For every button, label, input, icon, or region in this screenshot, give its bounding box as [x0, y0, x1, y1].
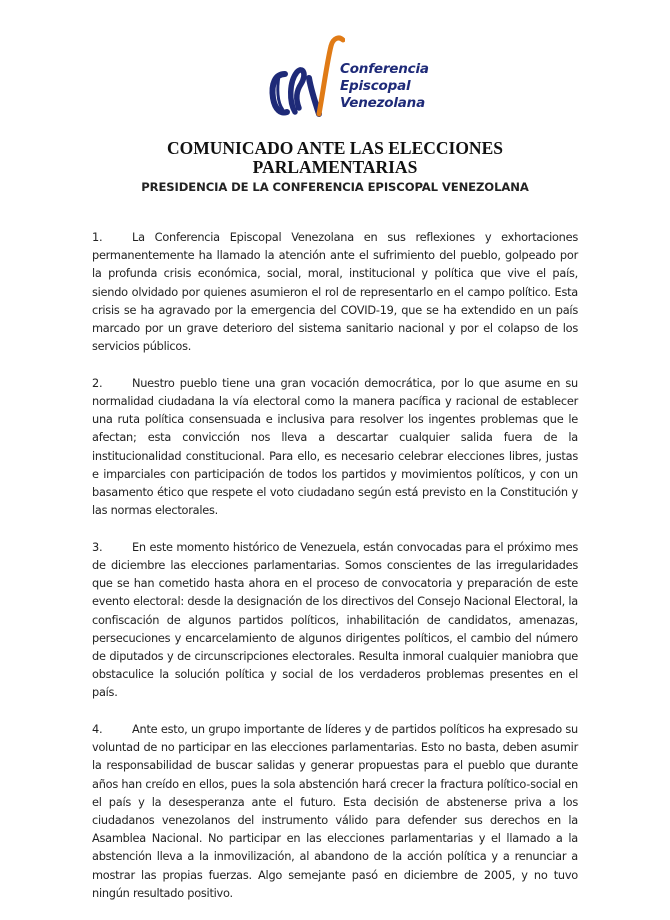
cev-logo-mark-icon — [265, 32, 345, 120]
paragraph-4 — [92, 720, 578, 902]
cev-logo — [265, 32, 435, 120]
logo-line-3: Venezolana — [340, 95, 425, 111]
logo-wordmark — [340, 61, 429, 112]
title-line-1: COMUNICADO ANTE LAS ELECCIONES — [167, 138, 503, 158]
document-body — [92, 228, 578, 920]
paragraph-number: 3. — [92, 539, 103, 554]
paragraph-text: La Conferencia Episcopal Venezolana en sus reflexiones y exhortaciones permanentemente ha llamado la atención ante el sufrimiento del pueblo, golpeado por la profunda crisis económica, social, moral, institucional y política que vive el país, siendo olvidado por quienes asumieron el rol de representarlo en el campo político. Esta crisis se ha agravado por la emergencia del COVID-19, que se ha extendido en un país marcado por un grave deterioro del sistema sanitario nacional y por el colapso de los servicios públicos. — [92, 230, 578, 354]
paragraph-number: 4. — [92, 722, 103, 737]
paragraph-text: Nuestro pueblo tiene una gran vocación democrática, por lo que asume en su normalidad ciudadana la vía electoral como la manera pacífica y racional de establecer una ruta política consensuada e inclusiva para resolver los ingentes problemas que le afectan; esta convicción nos lleva a descartar cualquier salida fuera de la institucionalidad constitucional. Para ello, es necesario celebrar elecciones libres, justas e imparciales con participación de todos los partidos y movimientos políticos, y con un basamento ético que respete el voto ciudadano según está previsto en la Constitución y las normas electorales. — [92, 375, 578, 518]
paragraph-2 — [92, 374, 578, 520]
title-line-2: PARLAMENTARIAS — [252, 157, 418, 177]
paragraph-3 — [92, 538, 578, 702]
paragraph-number: 1. — [92, 230, 103, 244]
paragraph-number: 2. — [92, 375, 103, 390]
logo-line-2: Episcopal — [340, 78, 411, 94]
paragraph-text: En este momento histórico de Venezuela, están convocadas para el próximo mes de diciembre las elecciones parlamentarias. Somos conscientes de las irregularidades que se han cometido hasta ahora en el proceso de convocatoria y preparación de este evento electoral: desde la designación de los directivos del Consejo Nacional Electoral, la confiscación de algunos partidos políticos, inhabilitación de candidatos, amenazas, persecuciones y encarcelamiento de algunos dirigentes políticos, el cambio del número de diputados y de circunscripciones electorales. Resulta inmoral cualquier maniobra que obstaculice la solución política y social de los verdaderos problemas presentes en el país. — [92, 539, 578, 700]
paragraph-1 — [92, 228, 578, 355]
document-subtitle: PRESIDENCIA DE LA CONFERENCIA EPISCOPAL VENEZOLANA — [141, 180, 529, 194]
document-title — [92, 139, 578, 177]
logo-line-1: Conferencia — [340, 61, 429, 77]
paragraph-text: Ante esto, un grupo importante de líderes y de partidos políticos ha expresado su voluntad de no participar en las elecciones parlamentarias. Esto no basta, deben asumir la responsabilidad de buscar salidas y generar propuestas para el pueblo que durante años han creído en ellos, pues la sola abstención hará crecer la fractura político-social en el país y la desesperanza ante el futuro. Esta decisión de abstenerse priva a los ciudadanos venezolanos del instrumento válido para defender sus derechos en la Asamblea Nacional. No participar en las elecciones parlamentarias y el llamado a la abstención lleva a la inmovilización, al abandono de la acción política y a renunciar a mostrar las propias fuerzas. Algo semejante pasó en diciembre de 2005, y no tuvo ningún resultado positivo. — [92, 722, 578, 900]
